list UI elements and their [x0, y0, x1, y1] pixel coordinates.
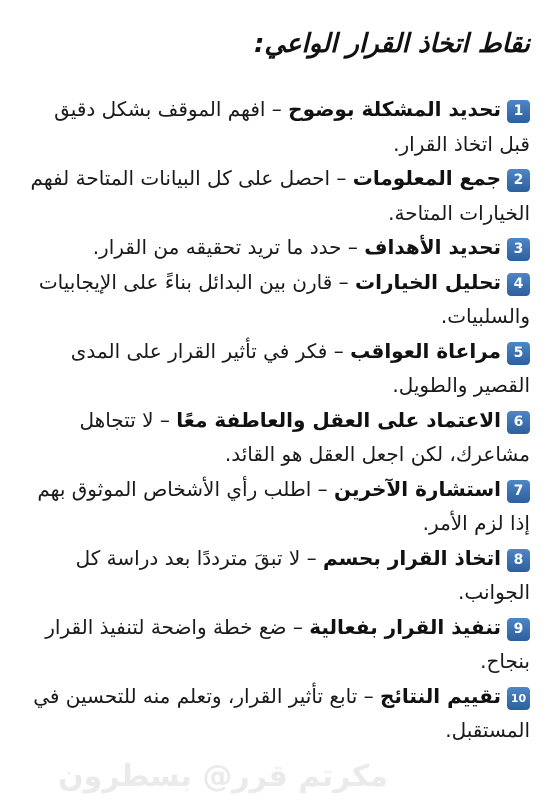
point-description: لا تبقَ مترددًا بعد دراسة كل الجوانب. — [75, 545, 530, 604]
list-item — [18, 541, 530, 610]
point-label: تقييم النتائج — [379, 683, 501, 708]
point-dash: – — [330, 166, 353, 190]
number-badge-10: 10 — [507, 687, 530, 710]
point-description: قارن بين البدائل بناءً على الإيجابيات والسلبيات. — [38, 269, 530, 328]
number-badge-6: 6 — [507, 411, 530, 434]
point-dash: – — [357, 683, 380, 708]
point-dash: – — [341, 235, 365, 259]
point-description: لا تتجاهل مشاعرك، لكن اجعل العقل هو القائد. — [79, 407, 530, 466]
point-label: تحديد المشكلة بوضوح — [288, 97, 501, 121]
point-description: تابع تأثير القرار، وتعلم منه للتحسين في المستقبل. — [33, 683, 530, 742]
list-item — [18, 679, 530, 748]
decision-points-list — [18, 92, 530, 748]
point-description: احصل على كل البيانات المتاحة لفهم الخيارات المتاحة. — [30, 166, 530, 225]
point-description: ضع خطة واضحة لتنفيذ القرار بنجاح. — [45, 614, 530, 673]
list-item — [18, 403, 530, 472]
point-label: جمع المعلومات — [352, 166, 501, 190]
list-item — [18, 92, 530, 161]
list-item — [18, 161, 530, 230]
point-label: استشارة الآخرين — [334, 476, 501, 501]
number-badge-1: 1 — [507, 100, 530, 123]
point-label: تحليل الخيارات — [355, 269, 501, 294]
list-item — [18, 230, 530, 265]
list-item — [18, 334, 530, 403]
number-badge-4: 4 — [507, 273, 530, 296]
list-item — [18, 472, 530, 541]
number-badge-5: 5 — [507, 342, 530, 365]
point-label: اتخاذ القرار بحسم — [322, 545, 501, 570]
list-item — [18, 265, 530, 334]
number-badge-7: 7 — [507, 480, 530, 503]
point-description: فكر في تأثير القرار على المدى القصير والطويل. — [70, 338, 530, 397]
list-item — [18, 610, 530, 679]
point-dash: – — [153, 407, 177, 432]
point-dash: – — [311, 476, 335, 501]
point-label: الاعتماد على العقل والعاطفة معًا — [176, 407, 501, 432]
page-title: نقاط اتخاذ القرار الواعي: — [253, 29, 530, 59]
point-description: اطلب رأي الأشخاص الموثوق بهم إذا لزم الأمر. — [37, 476, 530, 535]
point-dash: – — [332, 269, 355, 294]
point-description: حدد ما تريد تحقيقه من القرار. — [92, 235, 342, 259]
point-dash: – — [286, 614, 310, 639]
point-label: مراعاة العواقب — [350, 338, 501, 363]
number-badge-8: 8 — [507, 549, 530, 572]
point-description: افهم الموقف بشكل دقيق قبل اتخاذ القرار. — [54, 97, 530, 156]
number-badge-3: 3 — [507, 238, 530, 261]
point-dash: – — [300, 545, 323, 570]
point-label: تحديد الأهداف — [364, 235, 501, 259]
number-badge-2: 2 — [507, 169, 530, 192]
watermark: مكرتم قرر@ بسطرون — [58, 759, 388, 794]
point-dash: – — [327, 338, 351, 363]
point-dash: – — [265, 97, 289, 121]
number-badge-9: 9 — [507, 618, 530, 641]
point-label: تنفيذ القرار بفعالية — [309, 614, 501, 639]
